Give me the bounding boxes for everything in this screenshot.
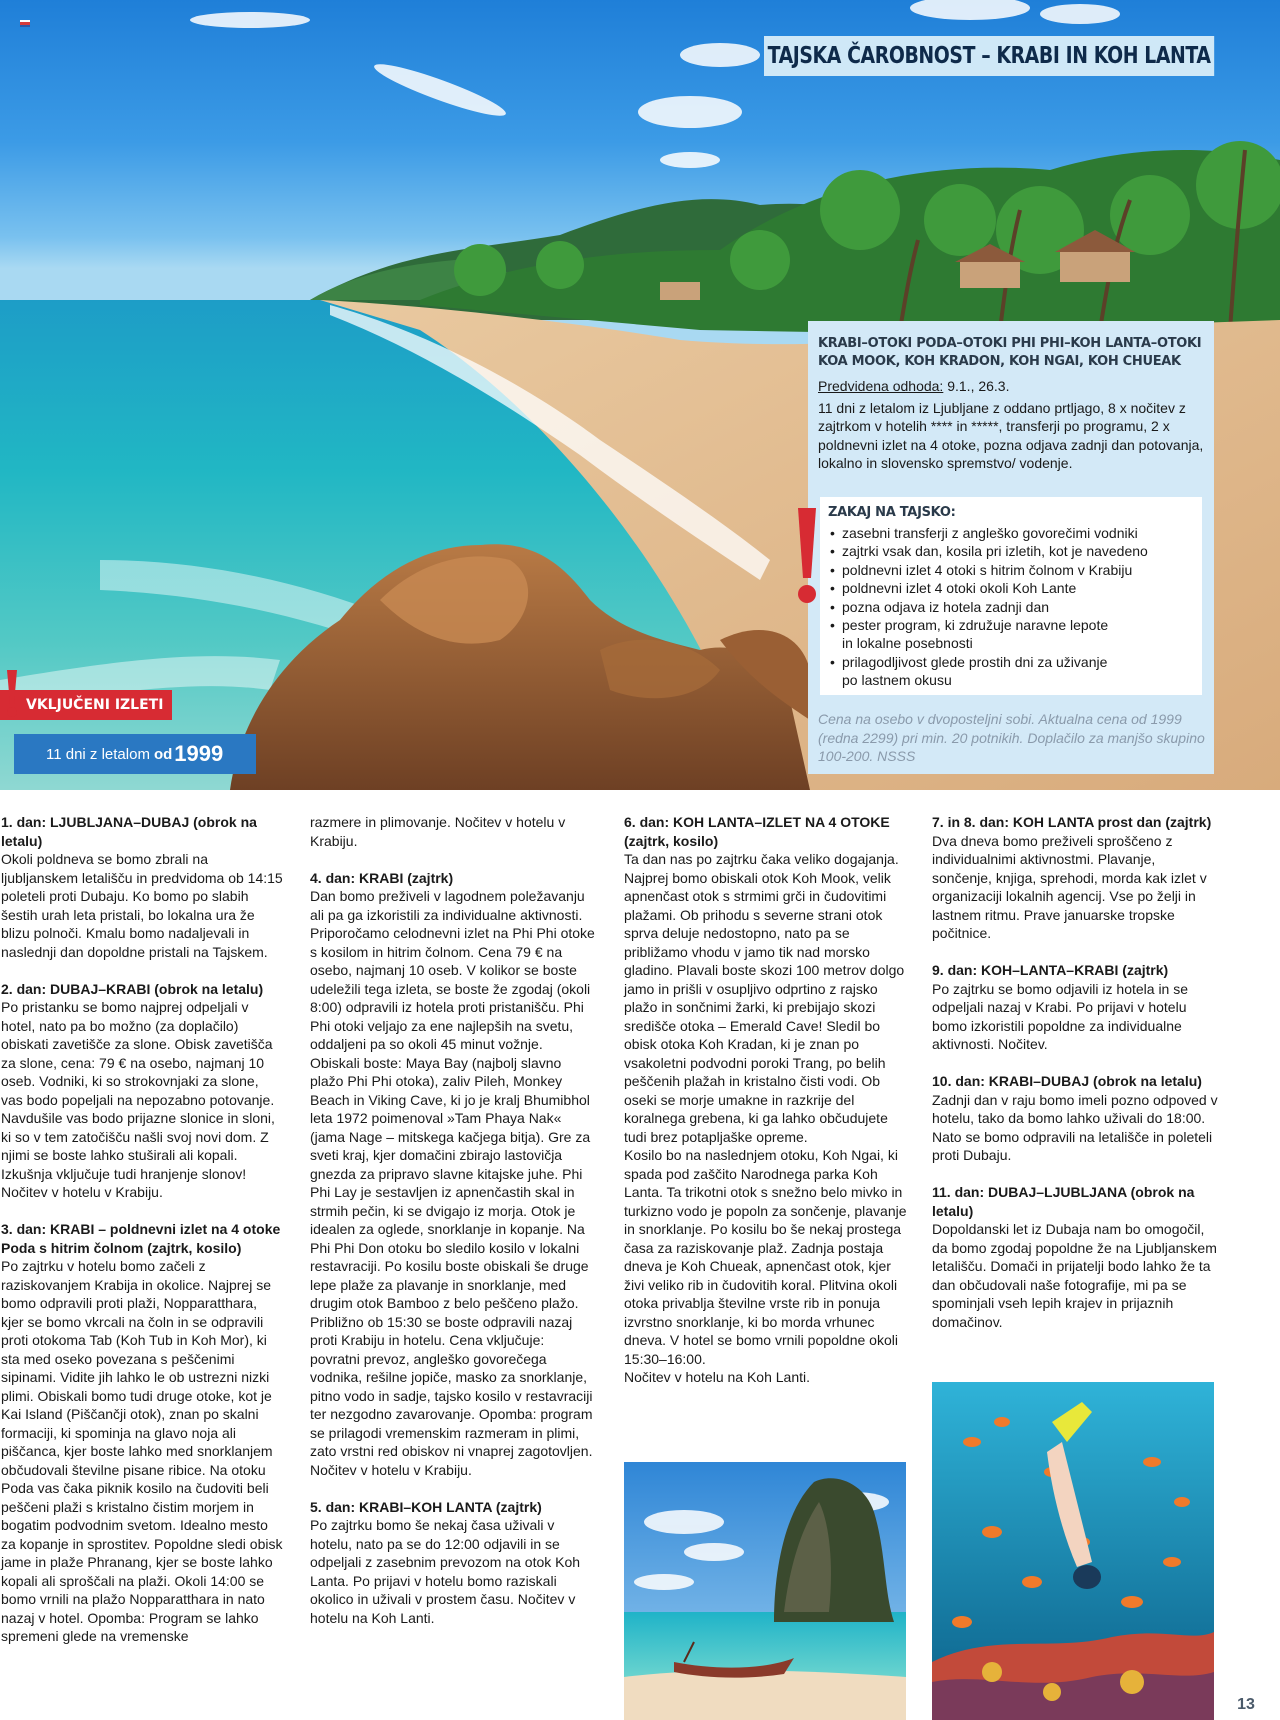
- day-text: razmere in plimovanje. Nočitev v hotelu v Krabiju.: [310, 814, 566, 849]
- day-heading: 9. dan: KOH–LANTA–KRABI (zajtrk): [932, 962, 1169, 978]
- program-column-1: [1, 813, 283, 1664]
- day-text: Po zajtrku bomo še nekaj časa uživali v hotelu, nato pa se do 12:00 odjavili in se odpeljali z zasebnim prevozom na otok Koh Lanta. Po prijavi v hotelu bomo raziskali okolico in uživali v prostem času. Nočitev v hotelu na Koh Lanti.: [310, 1517, 581, 1626]
- program-column-3: [624, 813, 909, 1405]
- included-trips-badge: VKLJUČENI IZLETI: [0, 690, 172, 720]
- day-text: Okoli poldneva se bomo zbrali na ljubljanskem letališču in predvidoma ob 14:15 poleteli proti Dubaju. Ko bomo po slabih šestih urah leta pristali, bo lokalna ura že blizu polnoči. Kmalu bomo nadaljevali in naslednji dan dopoldne pristali na Tajskem.: [1, 851, 283, 960]
- route-text: KRABI–OTOKI PODA–OTOKI PHI PHI–KOH LANTA–OTOKI KOA MOOK, KOH KRADON, KOH NGAI, KOH CHUEAK: [818, 336, 1202, 369]
- day-section: [932, 1072, 1218, 1165]
- day-text: Zadnji dan v raju bomo imeli pozno odpoved v hotelu, tako da bomo lahko uživali do 18:00. Nato se bomo odpravili na letališče in poleteli proti Dubaju.: [932, 1091, 1218, 1163]
- list-item: • poldnevni izlet 4 otoki s hitrim čolnom v Krabiju: [828, 561, 1198, 579]
- day-text: Po zajtrku v hotelu bomo začeli z raziskovanjem Krabija in okolice. Najprej se bomo odpravili proti plaži, Nopparatthara, kjer se bomo vkrcali na čoln in se odpravili proti otokoma Tab (Koh Tub in Koh Mor), ki sta med oseko povezana s peščenimi sipinami. Vidite jih lahko le ob ustrezni nizki plimi. Obiskali bomo tudi druge otoke, kot je Kai Island (Piščančji otok), znan po skalni formaciji, ki spominja na glavo noja ali piščanca, kjer boste lahko med snorklanjem občudovali številne pisane ribice. Na otoku Poda vas čaka piknik kosilo na čudoviti beli peščeni plaži s kristalno čistim morjem in bogatim podvodnim svetom. Idealno mesto za kopanje in sprostitev. Popoldne sledi obisk jame in plaže Phranang, kjer se boste lahko kopali ali sproščali na plaži. Okoli 14:00 se bomo vrnili na plažo Nopparatthara in nato nazaj v hotel. Opomba: Program se lahko spremeni glede na vremenske: [1, 1258, 283, 1644]
- list-item: • pester program, ki združuje naravne lepote in lokalne posebnosti: [828, 616, 1198, 653]
- list-item: • poldnevni izlet 4 otoki okoli Koh Lante: [828, 579, 1198, 597]
- list-item: • zajtrki vsak dan, kosila pri izletih, kot je navedeno: [828, 542, 1198, 560]
- program-column-4: [932, 813, 1218, 1350]
- day-text: Dan bomo preživeli v lagodnem poležavanju ali pa ga izkoristili za individualne aktivnosti. Priporočamo celodnevni izlet na Phi Phi otoke s kosilom in hitrim čolnom. Cena 79 € na osebo, najmanj 10 oseb. V kolikor se boste udeležili tega izleta, se boste že zgodaj (okoli 8:00) odpravili iz hotela proti pristanišču. Phi Phi otoki veljajo za ene najlepših na svetu, oddaljeni pa so okoli 45 minut vožnje. Obiskali boste: Maya Bay (najbolj slavno plažo Phi Phi otoka), zaliv Pileh, Monkey Beach in Viking Cave, ki jo je kralj Bhumibhol leta 1972 poimenoval »Tam Phaya Nak« (jama Nage – mitskega kačjega bitja). Gre za sveti kraj, kjer domačini zbirajo lastovičja gnezda za pripravo slavne kitajske juhe. Phi Phi Lay je sestavljen iz apnenčastih skal in strmih pečin, ki se dvigajo iz morja. Otok je idealen za oglede, snorklanje in kopanje. Na Phi Phi Don otoku bo sledilo kosilo v lokalni restavraciji. Po kosilu boste obiskali še druge lepe plaže za plavanje in snorklanje, med drugim otok Bamboo z belo peščeno plažo. Približno ob 15:30 se boste odpravili nazaj proti Krabiju in hotelu. Cena vključuje: povratni prevoz, angleško govorečega vodnika, rešilne jopiče, masko za snorklanje, pitno vodo in sadje, tajsko kosilo v restavraciji ter nezgodno zavarovanje. Opomba: program se prilagodi vremenskim razmeram in plimi, zato vrstni red obiskov ni vnaprej zagotovljen. Nočitev v hotelu v Krabiju.: [310, 888, 595, 1478]
- day-section: [932, 813, 1218, 943]
- trip-description: 11 dni z letalom iz Ljubljane z oddano prtljago, 8 x nočitev z zajtrkom v hotelih **** in *****, transferji po programu, 2 x poldnevni izlet na 4 otoke, pozna odjava zadnji dan potovanja, lokalno in slovensko spremstvo/ vodenje.: [818, 400, 1204, 471]
- day-section: [624, 813, 909, 1387]
- program-column-2: [310, 813, 595, 1646]
- day-heading: 4. dan: KRABI (zajtrk): [310, 869, 454, 886]
- price-badge: [14, 734, 256, 774]
- exclamation-icon: [795, 508, 819, 604]
- day-heading: 6. dan: KOH LANTA–IZLET NA 4 OTOKE (zajtrk, kosilo): [624, 814, 890, 849]
- day-heading: 10. dan: KRABI–DUBAJ (obrok na letalu): [932, 1073, 1202, 1089]
- island-boat-photo: [624, 1462, 906, 1720]
- page-number: 13: [1237, 1696, 1255, 1713]
- day-text: Dva dneva bomo preživeli sproščeno z individualnimi aktivnostmi. Plavanje, sončenje, knjiga, sprehodi, morda kak izlet v organizaciji lokalnih agencij. Vse po želji in lastnem ritmu. Prave januarske tropske počitnice.: [932, 832, 1207, 941]
- from-text: od: [153, 745, 173, 763]
- day-section: [1, 1220, 283, 1646]
- day-section: [932, 961, 1218, 1054]
- departure-label: Predvidena odhoda:: [818, 378, 944, 394]
- why-thailand-box: [820, 497, 1202, 695]
- day-heading: 7. in 8. dan: KOH LANTA prost dan (zajtrk): [932, 814, 1212, 830]
- day-section: [310, 813, 595, 850]
- day-text: Dopoldanski let iz Dubaja nam bo omogočil, da bomo zgodaj popoldne že na Ljubljanskem letališču. Domači in prijatelji bodo lahko že ta dan občudovali naše fotografije, mi pa se spominjali vseh lepih krajev in prijaznih domačinov.: [932, 1221, 1217, 1330]
- list-item: • pozna odjava iz hotela zadnji dan: [828, 598, 1198, 616]
- day-section: [310, 869, 595, 1480]
- day-heading: 3. dan: KRABI – poldnevni izlet na 4 otoke Poda s hitrim čolnom (zajtrk, kosilo): [1, 1221, 281, 1256]
- day-text: Po pristanku se bomo najprej odpeljali v hotel, nato pa bo možno (za doplačilo) obiskati zavetišče za slone. Obisk zavetišča za slone, cena: 79 € na osebo, najmanj 10 oseb. Vodniki, ki so strokovnjaki za slone, vas bodo popeljali na nepozabno potovanje. Navdušile vas bodo prijazne slonice in sloni, ki so v tem zatočišču našli svoj novi dom. Z njimi se boste lahko stuširali ali kopali. Izkušnja vključuje tudi hranjenje slonov! Nočitev v hotelu v Krabiju.: [1, 999, 275, 1200]
- day-section: [1, 813, 283, 961]
- list-item: • zasebni transferji z angleško govorečimi vodniki: [828, 524, 1198, 542]
- price-note: Cena na osebo v dvoposteljni sobi. Aktualna cena od 1999 (redna 2299) pri min. 20 potnikih. Doplačilo za manjšo skupino 100-200. NSSS: [818, 711, 1205, 764]
- day-heading: 1. dan: LJUBLJANA–DUBAJ (obrok na letalu): [1, 814, 257, 849]
- duration-text: 11 dni z letalom: [46, 745, 150, 763]
- day-section: [310, 1498, 595, 1628]
- price-amount: 1999: [174, 741, 224, 766]
- departure-value: 9.1., 26.3.: [943, 378, 1010, 394]
- day-section: [932, 1183, 1218, 1331]
- exclamation-small-icon: [5, 670, 19, 718]
- flag-icon: [20, 20, 30, 27]
- day-text: Po zajtrku se bomo odjavili iz hotela in se odpeljali nazaj v Krabi. Po prijavi v hotelu bomo izkoristili popoldne za individualne aktivnosti. Nočitev.: [932, 980, 1189, 1052]
- snorkeling-photo: [932, 1382, 1214, 1720]
- why-list: [828, 524, 1198, 690]
- day-section: [1, 980, 283, 1202]
- day-heading: 5. dan: KRABI–KOH LANTA (zajtrk): [310, 1498, 542, 1515]
- why-title: ZAKAJ NA TAJSKO:: [828, 505, 956, 520]
- day-heading: 2. dan: DUBAJ–KRABI (obrok na letalu): [1, 980, 264, 997]
- page-title: TAJSKA ČAROBNOST – KRABI IN KOH LANTA: [764, 36, 1214, 76]
- day-heading: 11. dan: DUBAJ–LJUBLJANA (obrok na letalu): [932, 1184, 1195, 1219]
- departure-dates: [818, 378, 1010, 394]
- list-item: • prilagodljivost glede prostih dni za uživanje po lastnem okusu: [828, 653, 1198, 690]
- day-text: Ta dan nas po zajtrku čaka veliko dogajanja. Najprej bomo obiskali otok Koh Mook, velik apnenčast otok s strmimi grči in čudovitimi plažami. Ob prihodu s severne strani otok sprva deluje nedostopno, nato pa se približamo vhodu v jamo tik nad morsko gladino. Plavali boste skozi 100 metrov dolgo jamo in prišli v osupljivo odprtino z rajsko plažo in sončnimi žarki, ki prebijajo skozi središče otoka – Emerald Cave! Sledil bo obisk otoka Koh Kradan, ki je znan po vsakoletni podvodni poroki Trang, po belih peščenih plažah in kristalno čisti vodi. Ob oseki se morje umakne in razkrije del koralnega grebena, ki ga lahko občudujete tudi brez potapljaške opreme. Kosilo bo na naslednjem otoku, Koh Ngai, ki spada pod zaščito Narodnega parka Koh Lanta. Ta trikotni otok s snežno belo mivko in turkizno vodo je popoln za sončenje, plavanje in snorklanje. Po kosilu bo še nekaj prostega časa za raziskovanje plaž. Zadnja postaja dneva je Koh Chueak, apnenčast otok, kjer živi veliko rib in čudovitih koral. Plitvina okoli otoka privablja številne vrste rib in ponuja izvrstno snorklanje, ki bo morda vrhunec dneva. V hotel se bomo vrnili popoldne okoli 15:30–16:00. Nočitev v hotelu na Koh Lanti.: [624, 851, 907, 1385]
